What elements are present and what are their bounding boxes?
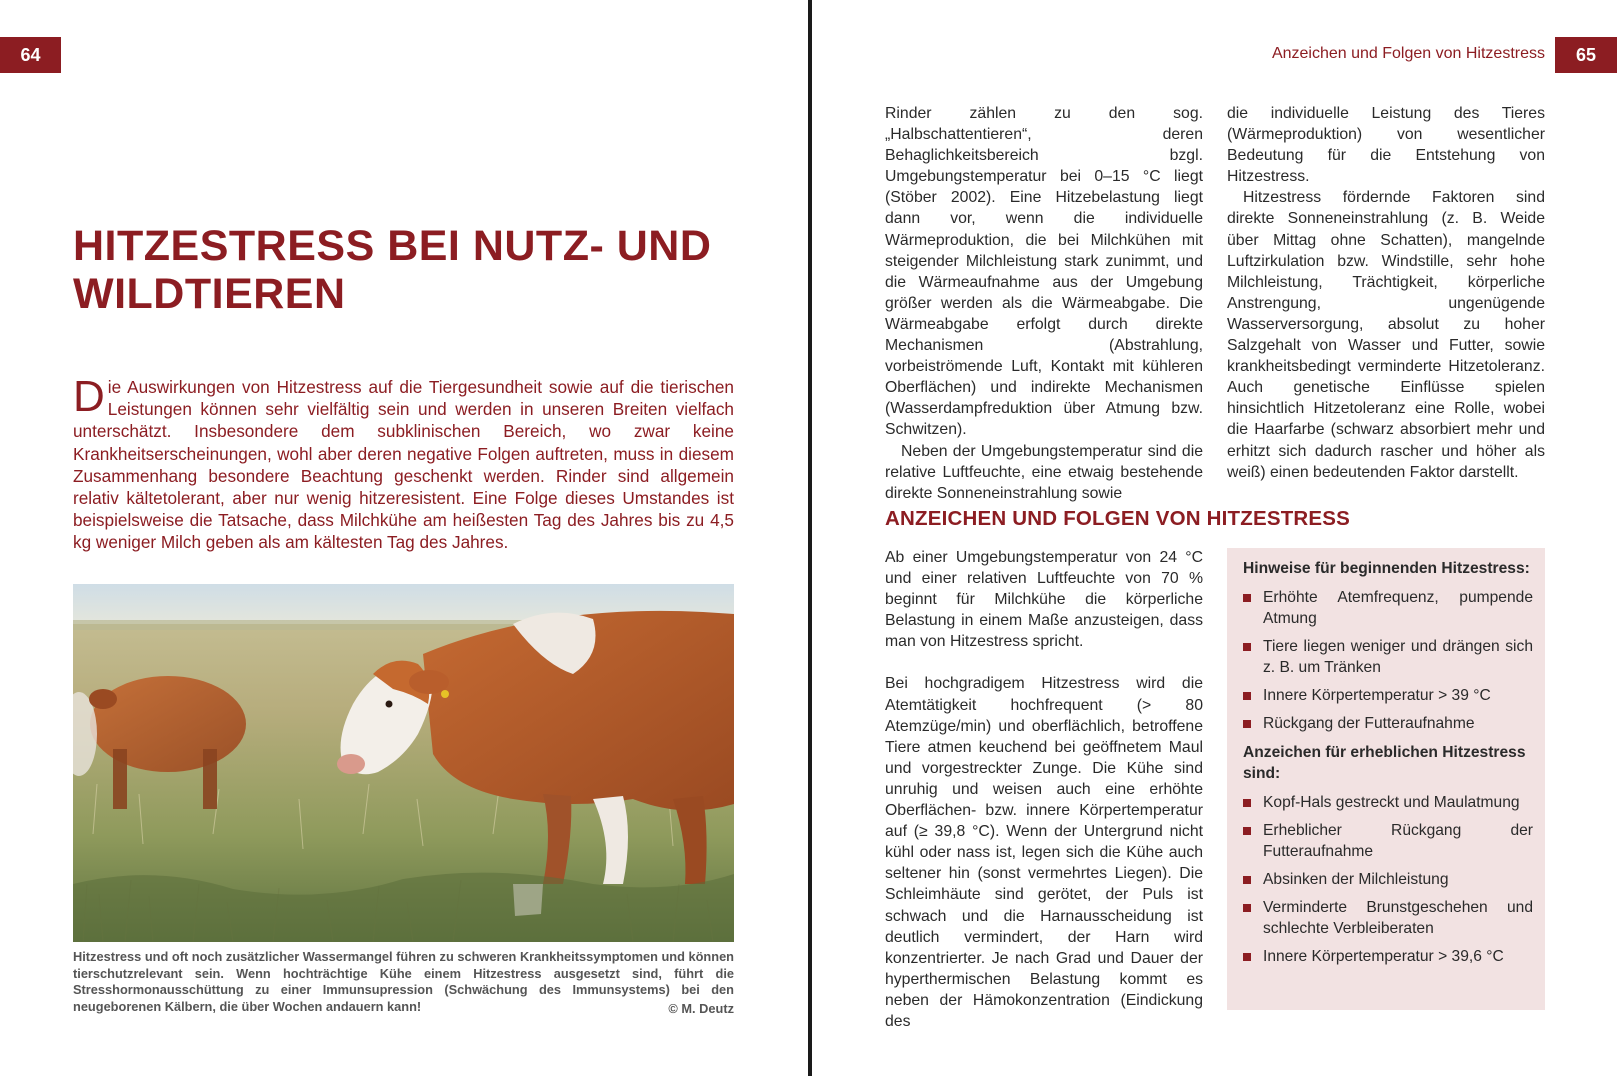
col-b-paragraph-2: Hitzestress fördernde Faktoren sind direkte Sonneneinstrahlung (z. B. Weide über Mittag ohne Schatten), mangelnde Luftzirkulation bzw. Windstille, sehr hohe Milchleistung, Trächtigkeit, körperliche Anstrengung, ungenügende Wasserversorgung, absolut zu hoher Salzgehalt von Wasser und Futter, sowie krankheitsbedingt verminderte Hitzetoleranz. Auch genetische Einflüsse spielen hinsichtlich Hitzetoleranz eine Rolle, wobei die Haarfarbe (schwarz absorbiert mehr und erhitzt sich dadurch rascher und höher als weiß) einen bedeutenden Faktor darstellt. (1227, 189, 1545, 481)
page-number-left: 64 (0, 37, 61, 73)
col-a-paragraph-1: Rinder zählen zu den sog. „Halbschattentieren“, deren Behaglichkeitsbereich bzgl. Umgebungstemperatur bei 0–15 °C liegt (Stöber 2002). Eine Hitzebelastung liegt dann vor, wenn die individuelle Wärmeproduktion, die bei Milchkühen mit steigender Milchleistung stark zunimmt, und die Wärmeaufnahme aus der Umgebung größer werden als die Wärmeabgabe. Die Wärmeabgabe erfolgt durch direkte Mechanismen (Abstrahlung, vorbeiströmende Luft, Kontakt mit kühleren Oberflächen) und indirekte Mechanismen (Wasserdampfreduktion über Atmung bzw. Schwitzen). (885, 105, 1203, 439)
photo-credit: © M. Deutz (668, 1001, 734, 1016)
list-severe-signs (1243, 792, 1533, 967)
list-beginning-signs (1243, 587, 1533, 734)
list-item: Innere Körpertemperatur > 39,6 °C (1243, 946, 1533, 967)
text-column-a (885, 103, 1203, 504)
text-column-b (1227, 103, 1545, 483)
intro-text: ie Auswirkungen von Hitzestress auf die Tiergesundheit sowie auf die tierischen Leistungen können sehr vielfältig sein und werden in unseren Breiten vielfach unterschätzt. Insbesondere dem subklinischen Bereich, wo zwar keine Krankheitserscheinungen, wohl aber deren negative Folgen auftreten, muss in diesem Zusammenhang besondere Beachtung geschenkt werden. Rinder sind allgemein relativ kältetolerant, aber nur wenig hitzeresistent. Eine Folge dieses Umstandes ist beispielsweise die Tatsache, dass Milchkühe am heißesten Tag des Jahres bis zu 4,5 kg weniger Milch geben als am kältesten Tag des Jahres. (73, 377, 734, 553)
square-bullet-icon (1243, 953, 1251, 961)
chapter-title-line2: WILDTIEREN (73, 270, 346, 318)
list-item: Innere Körpertemperatur > 39 °C (1243, 685, 1533, 706)
list-item: Tiere liegen weniger und drängen sich z. B. um Tränken (1243, 636, 1533, 678)
chapter-title-line1: HITZESTRESS BEI NUTZ- UND (73, 222, 712, 270)
page-number-right: 65 (1555, 37, 1617, 73)
col-b-paragraph-1: die individuelle Leistung des Tieres (Wärmeproduktion) von wesentlicher Bedeutung für die Entstehung von Hitzestress. (1227, 105, 1545, 186)
list-item: Absinken der Milchleistung (1243, 869, 1533, 890)
box-heading-severe: Anzeichen für erheblichen Hitzestress sind: (1243, 744, 1526, 782)
intro-paragraph (73, 372, 734, 554)
square-bullet-icon (1243, 692, 1251, 700)
list-item: Erhöhte Atemfrequenz, pumpende Atmung (1243, 587, 1533, 629)
hint-box (1227, 548, 1545, 1010)
square-bullet-icon (1243, 594, 1251, 602)
col-c-paragraph-2: Bei hochgradigem Hitzestress wird die Atemtätigkeit hochfrequent (> 80 Atemzüge/min) und oberflächlich, betroffene Tiere atmen keuchend bei geöffnetem Maul und vorgestreckter Zunge. Die Kühe sind unruhig und weisen auch eine erhöhte Oberflächen- bzw. innere Körpertemperatur auf (≥ 39,8 °C). Wenn der Untergrund nicht kühl oder nass ist, legen sich die Kühe auch seltener hin (sonst vermehrtes Liegen). Die Schleimhäute sind gerötet, der Puls ist schwach und die Harnausscheidung ist deutlich vermindert, der Harn wird konzentrierter. Je nach Grad und Dauer der hyperthermischen Belastung kommt es neben der Hämokonzentration (Eindickung des (885, 675, 1203, 1030)
box-heading-beginning: Hinweise für beginnenden Hitzestress: (1243, 560, 1530, 577)
square-bullet-icon (1243, 643, 1251, 651)
list-item: Rückgang der Futteraufnahme (1243, 713, 1533, 734)
list-item: Kopf-Hals gestreckt und Maulatmung (1243, 792, 1533, 813)
col-c-paragraph-1: Ab einer Umgebungstemperatur von 24 °C und einer relativen Luftfeuchte von 70 % beginnt für Milchkühe die körperliche Belastung in einem Maße anzusteigen, dass man von Hitzestress spricht. (885, 549, 1203, 651)
square-bullet-icon (1243, 827, 1251, 835)
photo-caption: Hitzestress und oft noch zusätzlicher Wassermangel führen zu schweren Krankheitssymptomen und können tierschutzrelevant sein. Wenn hochträchtige Kühe einem Hitzestress ausgesetzt sind, führt die Stresshormonausschüttung zu einer Immunsupression (Schwächung des Immunsystems) bei den neugeborenen Kälbern, die über Wochen andauern kann! (73, 949, 734, 1014)
square-bullet-icon (1243, 904, 1251, 912)
col-a-paragraph-2: Neben der Umgebungstemperatur sind die relative Luftfeuchte, eine etwaig bestehende direkte Sonneneinstrahlung sowie (885, 442, 1203, 502)
cows-photo (73, 584, 734, 942)
chapter-title (73, 222, 773, 318)
text-column-c (885, 547, 1203, 1032)
running-head: Anzeichen und Folgen von Hitzestress (1271, 45, 1545, 62)
left-page (0, 0, 808, 1076)
drop-cap: D (73, 372, 105, 421)
list-item: Verminderte Brunstgeschehen und schlechte Verbleiberaten (1243, 897, 1533, 939)
square-bullet-icon (1243, 876, 1251, 884)
list-item: Erheblicher Rückgang der Futteraufnahme (1243, 820, 1533, 862)
square-bullet-icon (1243, 720, 1251, 728)
section-heading: ANZEICHEN UND FOLGEN VON HITZESTRESS (885, 507, 1351, 530)
square-bullet-icon (1243, 799, 1251, 807)
